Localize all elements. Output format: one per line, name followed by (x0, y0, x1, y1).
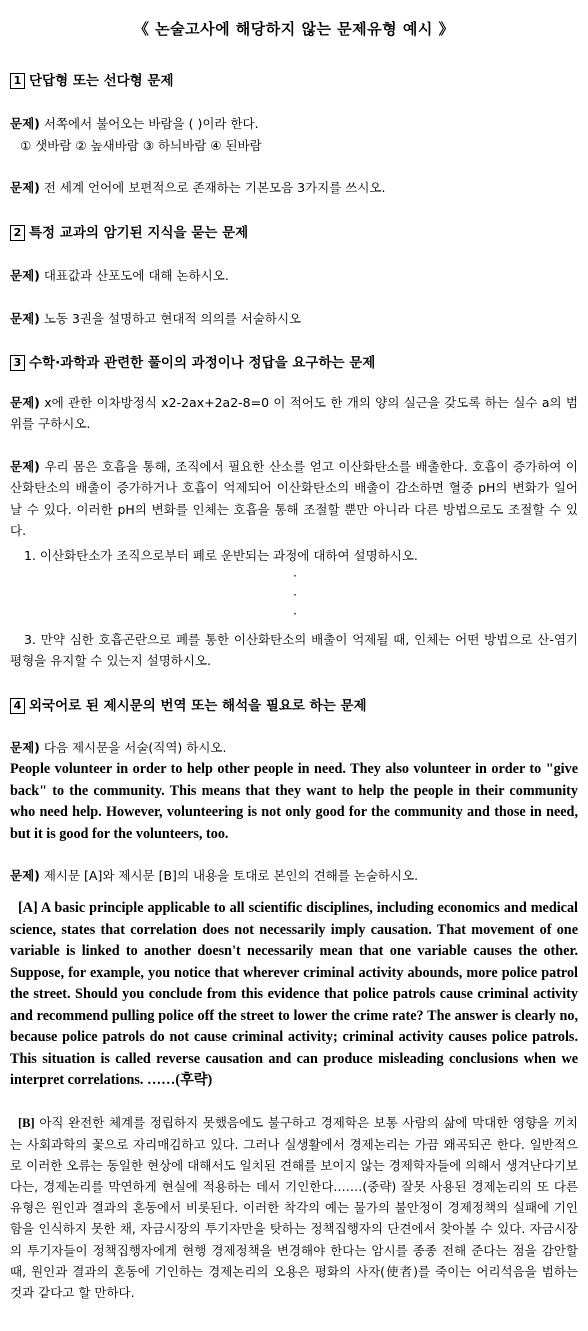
dot: · (293, 569, 297, 583)
question-label: 문제) (10, 268, 40, 283)
english-passage: People volunteer in order to help other people in need. They also volunteer in order to "give back" to the community. This means that they want to help the people in their community who need help. However, volunteering is not only good for the community and those in need, but it is good for the volunteers, too. (10, 761, 578, 842)
question-4-2 (10, 866, 580, 884)
question-text: 우리 몸은 호흡을 통해, 조직에서 필요한 산소를 얻고 이산화탄소를 배출한다. 호흡이 증가하여 이산화탄소의 배출이 증가하거나 호흡이 억제되어 이산화탄소의 배출이 감소하면 혈중 pH의 변화가 일어날 수 있다. 이러한 pH의 변화를 인체는 호흡을 통해 조절할 뿐만 아니라 다른 방법으로도 조절할 수 있다. (10, 459, 578, 538)
question-1-2 (10, 178, 580, 196)
question-4-1 (10, 738, 580, 756)
section-number-box: 1 (10, 73, 25, 89)
section-title: 특정 교과의 암기된 지식을 묻는 문제 (29, 225, 249, 241)
passage-b-omission: ……(중략) (337, 1179, 397, 1195)
question-label: 문제) (10, 116, 40, 131)
question-label: 문제) (10, 740, 40, 755)
dot: · (293, 588, 297, 602)
question-text: 서쪽에서 불어오는 바람을 ( )이라 한다. (43, 116, 259, 131)
passage-b-text-1: 아직 완전한 체계를 정립하지 못했음에도 불구하고 경제학은 보통 사람의 삶에 막대한 영향을 끼치는 사회과학의 꽃으로 자리매김하고 있다. 그러나 실생활에서 경제논리는 가끔 왜곡되곤 한다. 일반적으로 이러한 오류는 동일한 현상에 대해서도 일치된 견해를 보이지 않는 경제학자들에 의해서 생겨난다기보다는, 경제논리를 막연하게 현실에 적용하는 데서 기인한다. (10, 1115, 578, 1195)
sub-question-3: 3. 만약 심한 호흡곤란으로 폐를 통한 이산화탄소의 배출이 억제될 때, 인체는 어떤 방법으로 산-염기 평형을 유지할 수 있는지 설명하시오. (10, 632, 578, 669)
ellipsis-dots (290, 567, 300, 624)
question-label: 문제) (10, 395, 40, 410)
section-heading-2 (10, 221, 580, 241)
section-title: 수학·과학과 관련한 풀이의 과정이나 정답을 요구하는 문제 (29, 355, 376, 371)
section-heading-3 (10, 351, 580, 371)
section-heading-1 (10, 69, 580, 89)
question-text: 노동 3권을 설명하고 현대적 의의를 서술하시오 (43, 311, 302, 326)
passage-b-text-2: 잘못 사용된 경제논리의 또 다른 유형은 원인과 결과의 혼동에서 비롯된다. 이러한 착각의 예는 물가의 불안정이 경제정책의 실패에 기인함을 인식하지 못한 채, 자금시장의 투기자만을 탓하는 정책집행자의 단견에서 찾아볼 수 있다. 자금시장의 투기자들이 정책집행자에게 현행 경제정책을 변경해야 한다는 암시를 종종 전해 준다는 점을 감안할 때, 원인과 결과의 혼동에 기인하는 경제논리의 오용은 평화의 사자(使者)를 죽이는 어리석음을 범하는 것과 같다고 할 만하다. (10, 1179, 578, 1300)
question-text: 대표값과 산포도에 대해 논하시오. (43, 268, 229, 283)
passage-b-label: [B] (18, 1116, 35, 1130)
answer-options: ① 샛바람 ② 높새바람 ③ 하늬바람 ④ 된바람 (20, 138, 262, 153)
question-text: 전 세계 언어에 보편적으로 존재하는 기본모음 3가지를 쓰시오. (43, 180, 386, 195)
section-number-box: 3 (10, 355, 25, 371)
document-title: 《 논술고사에 해당하지 않는 문제유형 예시 》 (133, 20, 455, 38)
question-3-1 (10, 392, 578, 435)
sub-question-1: 1. 이산화탄소가 조직으로부터 폐로 운반되는 과정에 대하여 설명하시오. (24, 548, 418, 563)
section-number-box: 4 (10, 698, 25, 714)
question-label: 문제) (10, 868, 40, 883)
section-number-box: 2 (10, 225, 25, 241)
question-label: 문제) (10, 180, 40, 195)
question-text: x에 관한 이차방정식 x2-2ax+2a2-8=0 이 적어도 한 개의 양의 실근을 갖도록 하는 실수 a의 범위를 구하시오. (10, 395, 578, 432)
passage-b (10, 1112, 578, 1303)
question-label: 문제) (10, 311, 40, 326)
question-text: 다음 제시문을 서술(직역) 하시오. (43, 740, 227, 755)
question-2-1 (10, 266, 580, 284)
section-title: 단답형 또는 선다형 문제 (29, 73, 174, 89)
question-label: 문제) (10, 459, 40, 474)
question-3-2 (10, 456, 578, 541)
question-text: 제시문 [A]와 제시문 [B]의 내용을 토대로 본인의 견해를 논술하시오. (43, 868, 419, 883)
question-1-1 (10, 114, 580, 132)
question-2-2 (10, 309, 580, 327)
section-heading-4 (10, 694, 580, 714)
passage-a: [A] A basic principle applicable to all scientific disciplines, including economics and medical science, states that correlation does not necessarily imply causation. That movement of one variable is linked to another doesn't necessarily mean that one variable causes the other. Suppose, for example, you notice that wherever criminal activity abounds, more police patrol the street. Should you conclude from this evidence that police patrols cause criminal activity and recommend pulling police off the street to lower the crime rate? The answer is clearly no, because police patrols do not cause criminal activity; criminal activity causes police patrols. This situation is called reverse causation and can produce misleading conclusions when we interpret correlations. ……(후략) (10, 900, 578, 1088)
dot: · (293, 607, 297, 621)
section-title: 외국어로 된 제시문의 번역 또는 해석을 필요로 하는 문제 (29, 698, 367, 714)
